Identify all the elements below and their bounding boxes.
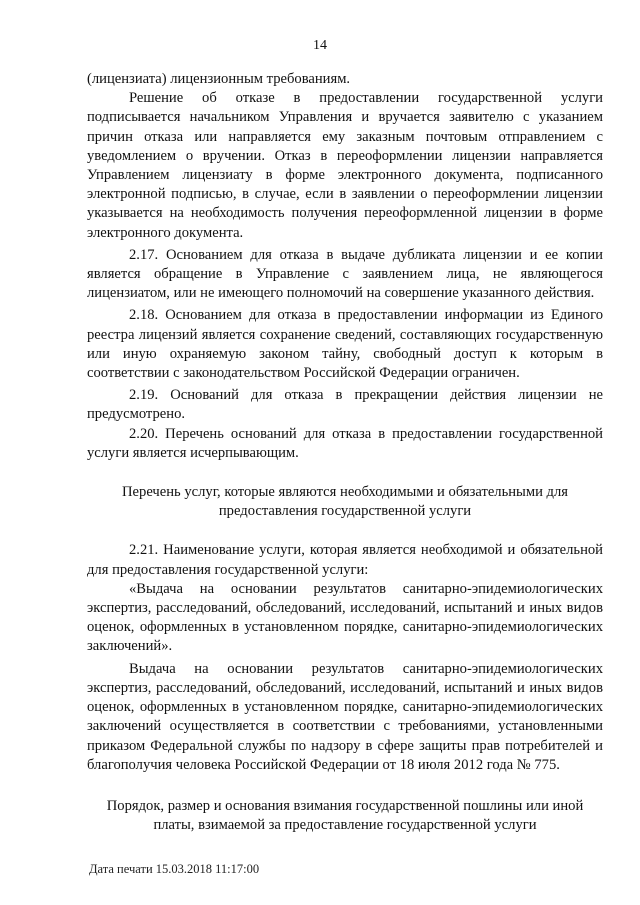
paragraph-2-21: 2.21. Наименование услуги, которая является необходимой и обязательной для предоставления государственной услуги: bbox=[87, 542, 603, 578]
paragraph-issuance-basis: Выдача на основании результатов санитарно-эпидемиологических экспертиз, расследований, обследований, исследований, испытаний и иных видов оценок, оформленных в установленном порядке, санитарно-эпидемиологических заключений осуществляется в соответствии с требованиями, установленными приказом Федеральной службы по надзору в сфере защиты прав потребителей и благополучия человека Российской Федерации от 18 июля 2012 года № 775. bbox=[87, 660, 603, 773]
paragraph-continuation: (лицензиата) лицензионным требованиям. bbox=[87, 71, 351, 87]
section-heading-state-fee: Порядок, размер и основания взимания государственной пошлины или иной платы, взимаемой за предоставление государственной услуги bbox=[106, 797, 584, 834]
document-body bbox=[87, 70, 603, 835]
paragraph-2-20: 2.20. Перечень оснований для отказа в предоставлении государственной услуги является исчерпывающим. bbox=[87, 425, 603, 461]
print-date-footer: Дата печати 15.03.2018 11:17:00 bbox=[89, 862, 260, 876]
section-heading-required-services: Перечень услуг, которые являются необходимыми и обязательными для предоставления государственной услуги bbox=[122, 484, 568, 520]
paragraph-2-17: 2.17. Основанием для отказа в выдаче дубликата лицензии и ее копии является обращение в Управление с заявлением лица, не являющегося лицензиатом, или не имеющего полномочий на совершение указанного действия. bbox=[87, 246, 603, 302]
paragraph-refusal-decision: Решение об отказе в предоставлении государственной услуги подписывается начальником Управления и вручается заявителю с указанием причин отказа или направляется ему заказным почтовым отправлением с уведомлением о вручении. Отказ в переоформлении лицензии направляется Управлением лицензиату в форме электронного документа, подписанного электронной подписью, в случае, если в заявлении о переоформлении лицензии указывается на необходимость получения переоформленной лицензии в форме электронного документа. bbox=[87, 90, 603, 241]
page-number: 14 bbox=[313, 38, 327, 53]
paragraph-service-quote: «Выдача на основании результатов санитарно-эпидемиологических экспертиз, расследований, обследований, исследований, испытаний и иных видов оценок, оформленных в установленном порядке, санитарно-эпидемиологических заключений». bbox=[87, 580, 603, 655]
paragraph-2-19: 2.19. Оснований для отказа в прекращении действия лицензии не предусмотрено. bbox=[87, 387, 603, 423]
paragraph-2-18: 2.18. Основанием для отказа в предоставлении информации из Единого реестра лицензий является сохранение сведений, составляющих государственную или иную охраняемую законом тайну, свободный доступ к которым в соответствии с законодательством Российской Федерации ограничен. bbox=[87, 307, 603, 382]
